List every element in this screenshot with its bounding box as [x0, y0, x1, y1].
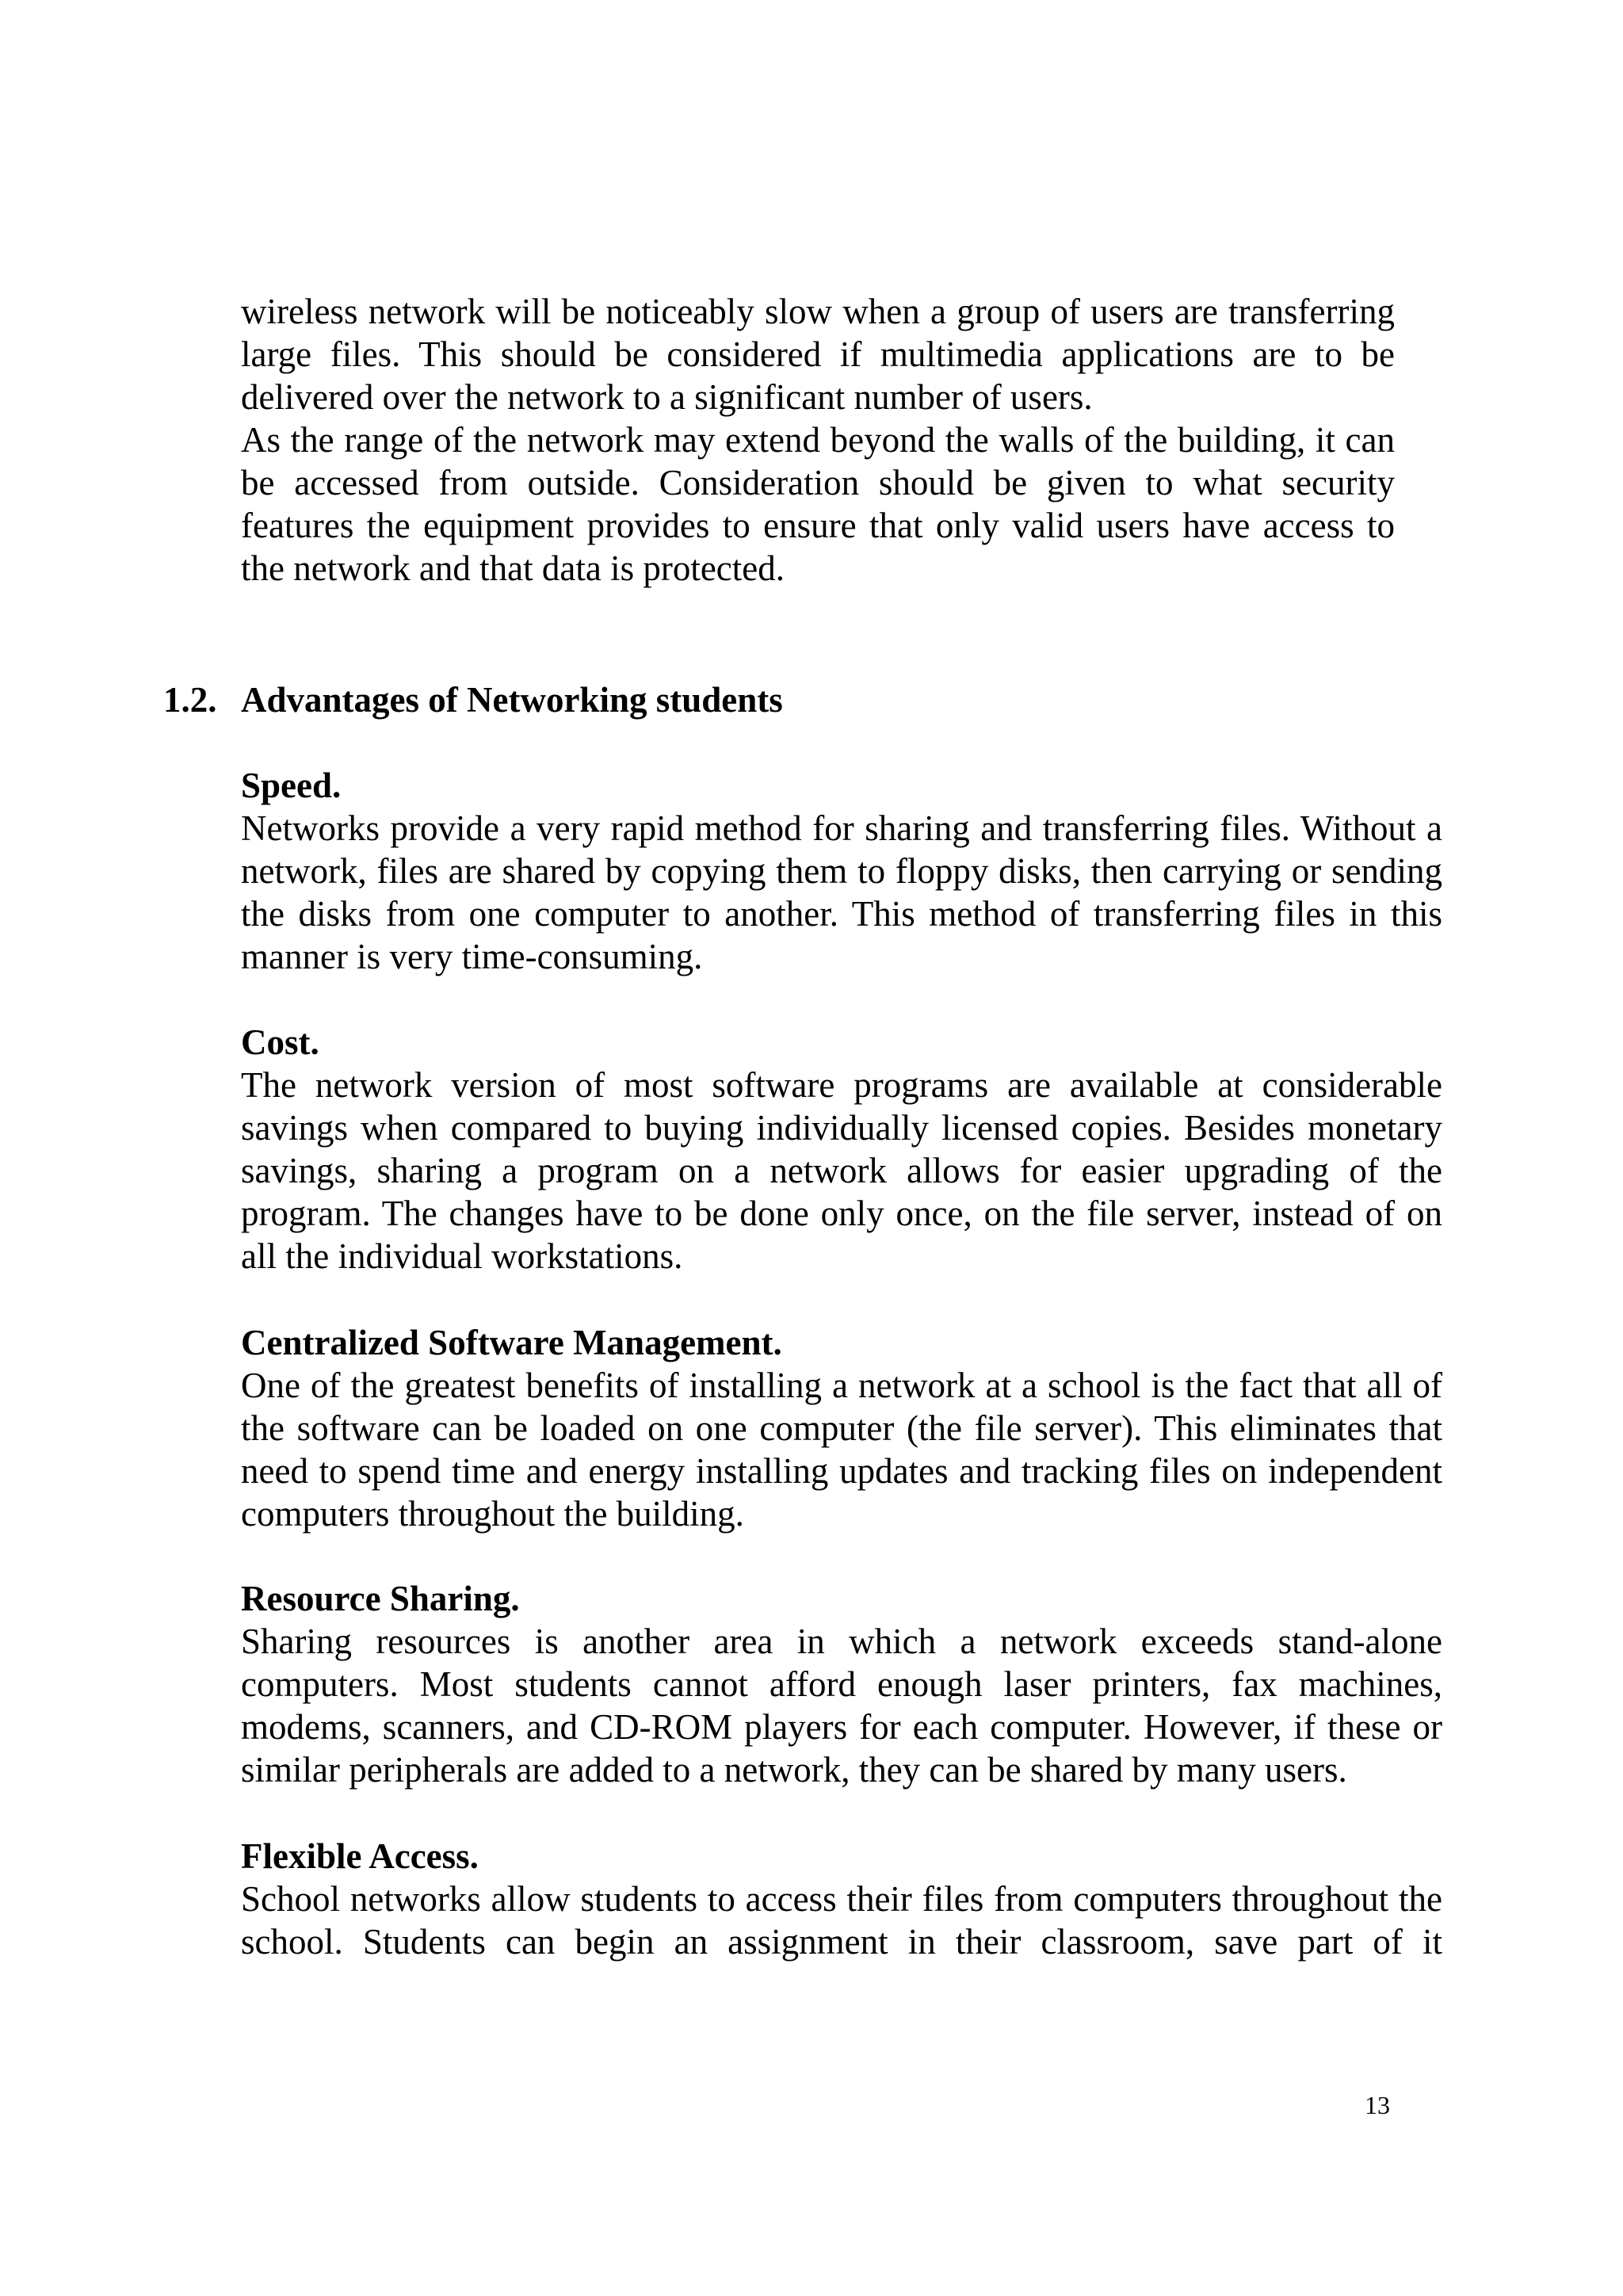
- advantage-text: Networks provide a very rapid method for sharing and transferring files. Without a network, files are shared by copying them to floppy disks, then carrying or sending the disks from one computer to another. This method of transferring files in this manner is very time-consuming.: [241, 808, 1442, 976]
- advantage-title: Speed.: [241, 766, 342, 805]
- section-heading: [163, 678, 783, 721]
- advantage-text: School networks allow students to access their files from computers throughout the school. Students can begin an assignment in their classroom, save part of it: [241, 1879, 1442, 1962]
- advantage-title: Cost.: [241, 1022, 319, 1062]
- section-number: 1.2.: [163, 680, 217, 720]
- section-title: Advantages of Networking students: [241, 680, 783, 720]
- advantage-centralized-software-management: [241, 1321, 1442, 1535]
- advantage-title: Flexible Access.: [241, 1836, 479, 1876]
- advantage-text: One of the greatest benefits of installing a network at a school is the fact that all of the software can be loaded on one computer (the file server). This eliminates that need to spend time and energy installing updates and tracking files on independent computers throughout the building.: [241, 1366, 1442, 1534]
- advantage-resource-sharing: [241, 1577, 1442, 1791]
- intro-paragraph-wireless-speed: wireless network will be noticeably slow when a group of users are transferring large files. This should be considered if multimedia applications are to be delivered over the network to a significant number of users.: [241, 292, 1395, 417]
- advantage-text: Sharing resources is another area in which a network exceeds stand-alone computers. Most students cannot afford enough laser printers, fax machines, modems, scanners, and CD-ROM players for each computer. However, if these or similar peripherals are added to a network, they can be shared by many users.: [241, 1622, 1442, 1790]
- page-number: 13: [1365, 2091, 1390, 2119]
- advantage-text: The network version of most software programs are available at considerable savings when compared to buying individually licensed copies. Besides monetary savings, sharing a program on a network allows for easier upgrading of the program. The changes have to be done only once, on the file server, instead of on all the individual workstations.: [241, 1065, 1442, 1276]
- advantage-title: Resource Sharing.: [241, 1579, 520, 1618]
- advantage-speed: [241, 764, 1442, 978]
- advantage-flexible-access: [241, 1835, 1442, 1963]
- advantage-title: Centralized Software Management.: [241, 1323, 782, 1362]
- intro-text-block: [241, 290, 1395, 590]
- advantage-cost: [241, 1021, 1442, 1278]
- intro-paragraph-security: As the range of the network may extend beyond the walls of the building, it can be accessed from outside. Consideration should be given to what security features the equipment provides to ensure that only valid users have access to the network and that data is protected.: [241, 420, 1395, 588]
